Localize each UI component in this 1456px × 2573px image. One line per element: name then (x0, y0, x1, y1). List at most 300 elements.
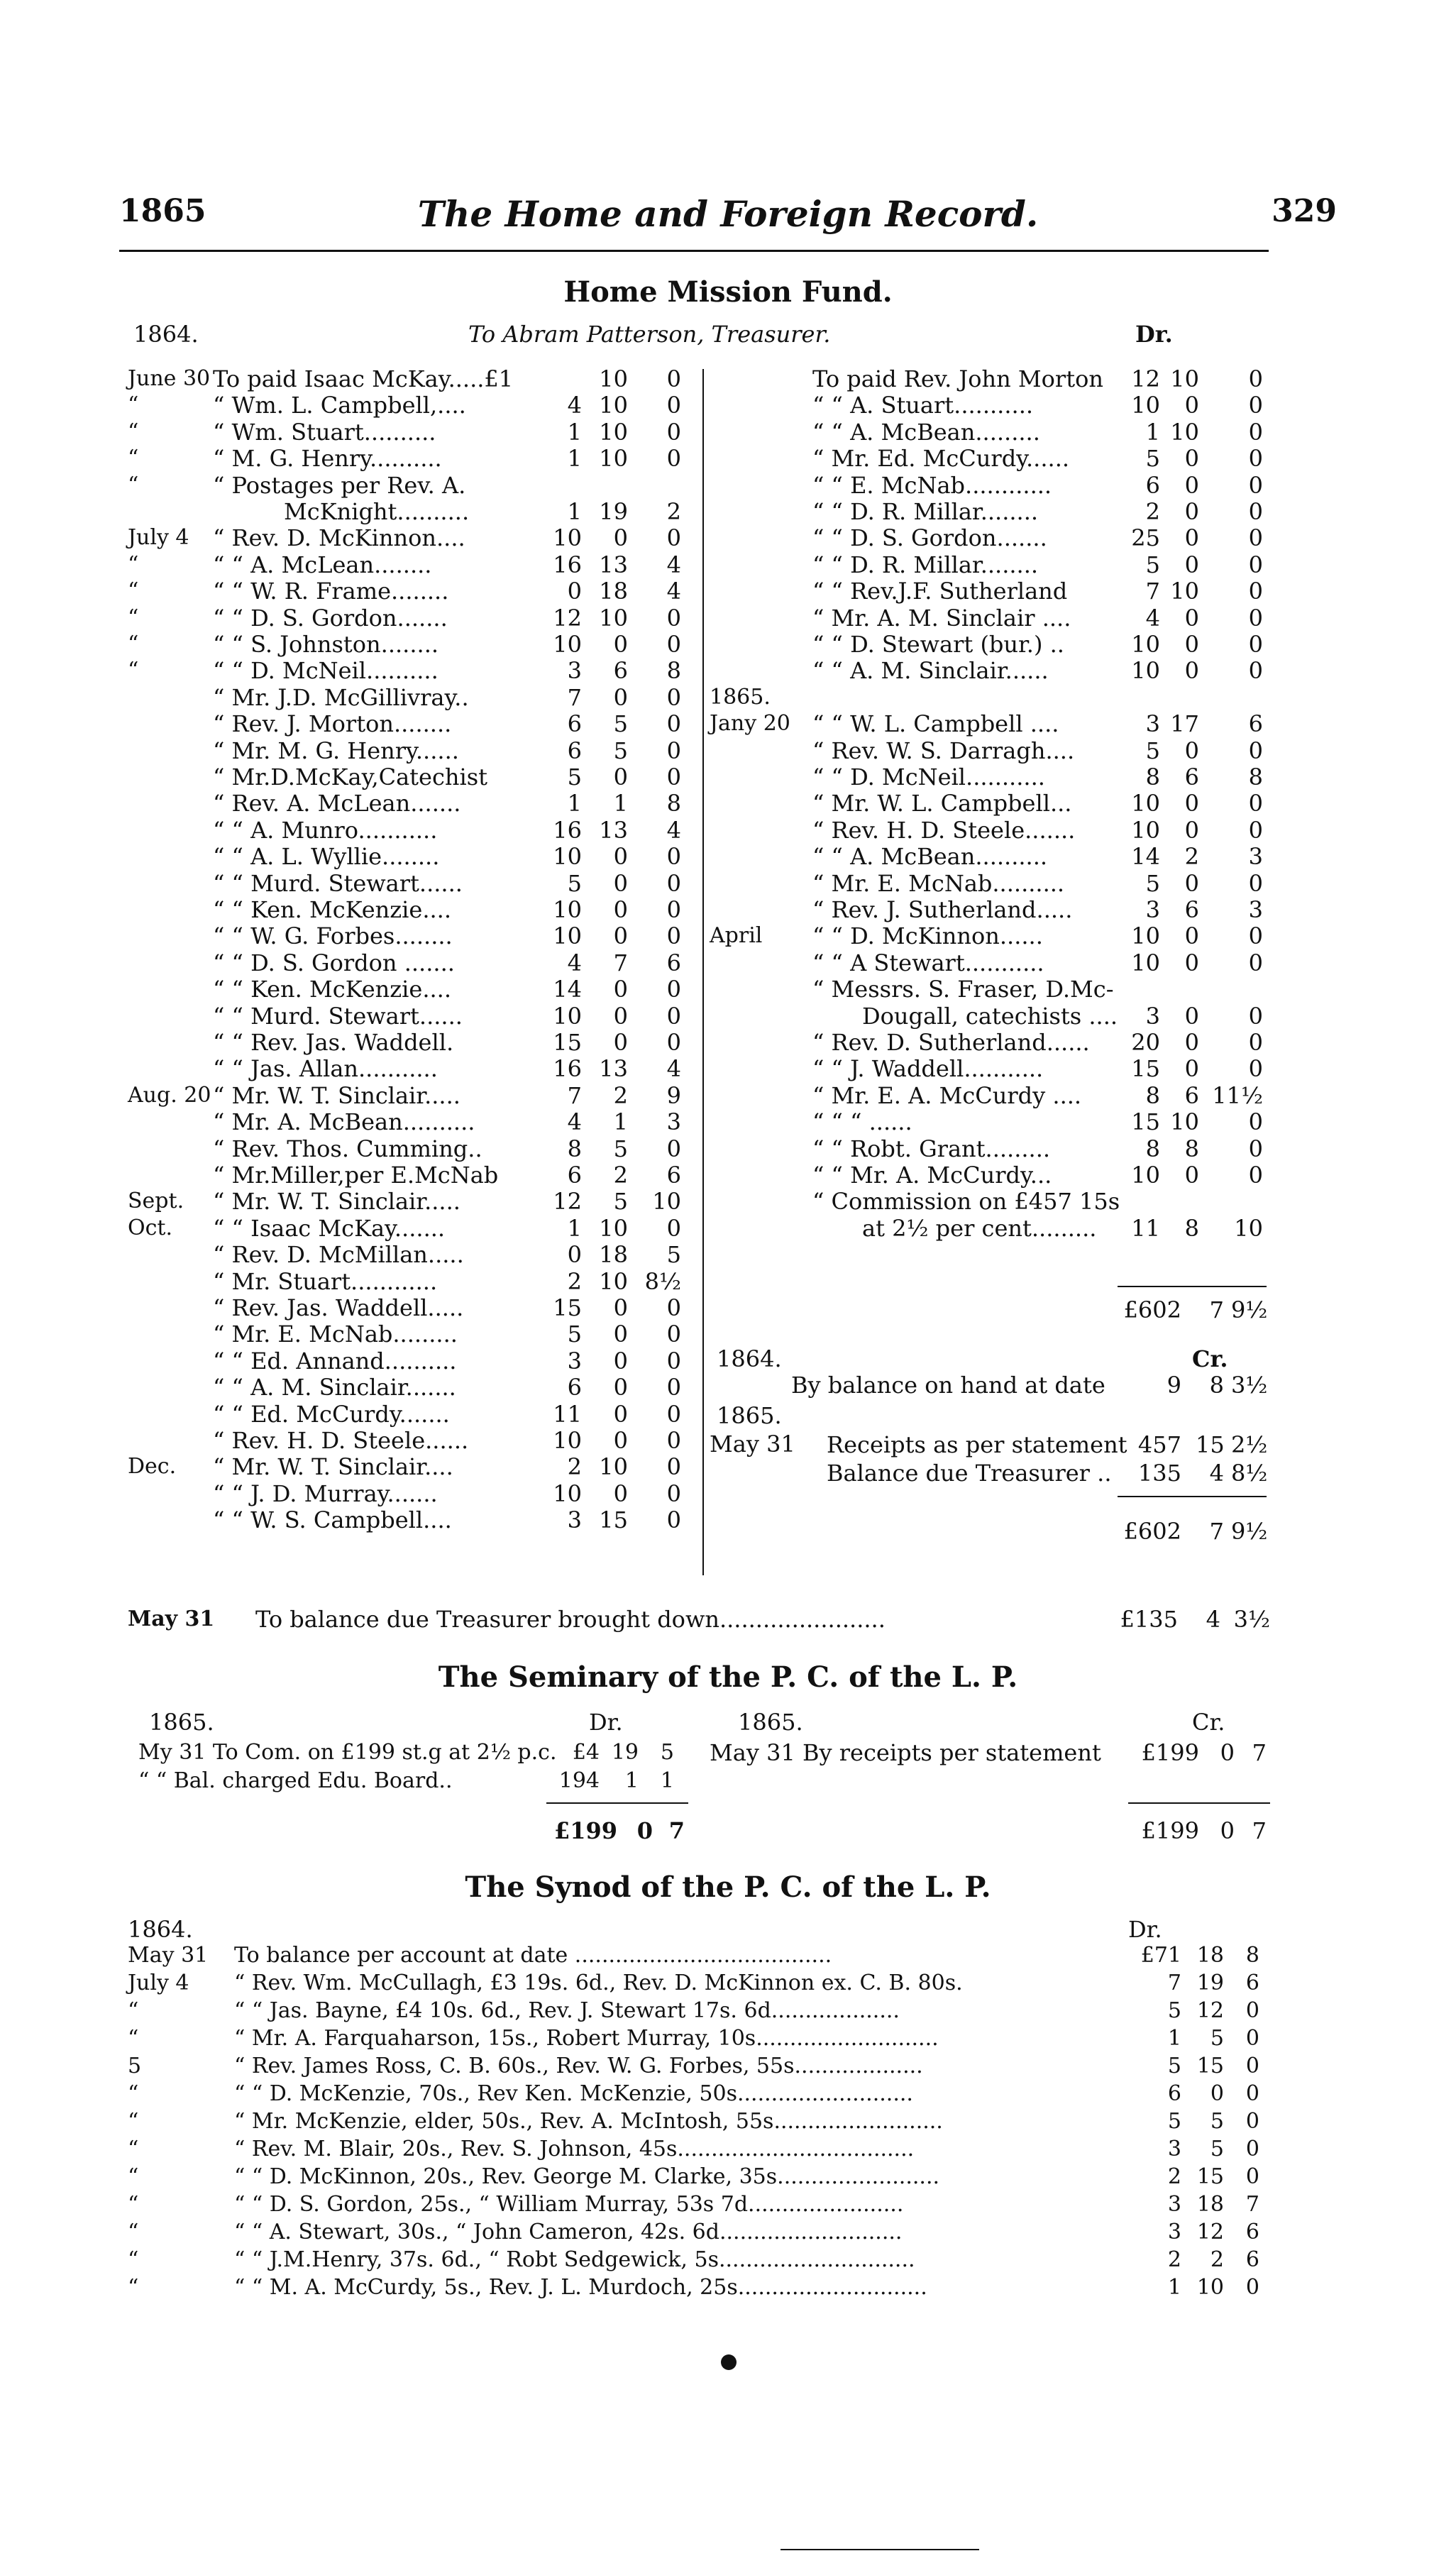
hm-left-desc: “ Rev. D. McMillan..... (213, 1241, 464, 1269)
seminary-dr-total (546, 1817, 688, 1845)
hm-left-pence: 6 (666, 1162, 681, 1189)
seminary-dr-pence: 1 (660, 1768, 674, 1793)
synod-pounds: 7 (1167, 1971, 1181, 1995)
hm-left-row (128, 1480, 702, 1508)
hm-left-shillings: 0 (613, 1347, 628, 1374)
hm-left-pounds: 10 (553, 631, 582, 658)
hm-right-desc: “ “ Rev.J.F. Sutherland (812, 578, 1068, 605)
hm-left-desc: “ “ D. S. Gordon....... (213, 604, 448, 632)
synod-row (128, 2191, 1270, 2219)
hm-left-pounds: 1 (567, 418, 582, 446)
hm-left-desc: “ Wm. Stuart.......... (213, 418, 436, 446)
seminary-dr-total-pounds: £199 (553, 1817, 617, 1844)
cr-year-2: 1865. (717, 1402, 782, 1429)
hm-left-pounds: 15 (553, 1029, 582, 1056)
hm-left-shillings: 0 (613, 1374, 628, 1401)
hm-left-row (128, 1506, 702, 1534)
hm-left-pence: 0 (666, 1400, 681, 1428)
hm-right-pence: 3 (1248, 896, 1263, 923)
hm-left-row (128, 1002, 702, 1030)
hm-left-desc: “ “ D. S. Gordon ....... (213, 949, 455, 976)
hm-left-pounds: 5 (567, 1321, 582, 1348)
synod-desc: “ “ D. McKinnon, 20s., Rev. George M. Clarke, 35s........................ (234, 2164, 940, 2189)
hm-right-shillings: 10 (1170, 1108, 1199, 1136)
hm-left-row (128, 1240, 702, 1269)
hm-right-desc: “ “ D. Stewart (bur.) .. (812, 631, 1064, 658)
hm-right-desc: “ “ D. McNeil........... (812, 764, 1045, 790)
hm-right-shillings: 2 (1184, 843, 1199, 871)
seminary-dr-total-shillings: 0 (636, 1817, 653, 1844)
hm-left-pounds: 7 (567, 683, 582, 711)
hm-right-shillings: 0 (1184, 604, 1199, 632)
hm-right-pounds: 3 (1145, 896, 1160, 923)
synod-desc: “ Rev. James Ross, C. B. 60s., Rev. W. G. Forbes, 55s................... (234, 2054, 923, 2078)
synod-pounds: 2 (1167, 2164, 1181, 2189)
hm-right-pounds: 10 (1131, 631, 1160, 658)
seminary-cr: Cr. (1192, 1709, 1225, 1736)
hm-left-desc: McKnight.......... (284, 498, 470, 525)
hm-left-pence: 0 (666, 922, 681, 950)
hm-right-shillings: 0 (1184, 922, 1199, 950)
hm-left-row (128, 630, 702, 659)
synod-dr: Dr. (1128, 1916, 1162, 1943)
hm-left-shillings: 0 (613, 843, 628, 871)
hm-left-row (128, 551, 702, 579)
hm-left-pounds: 16 (553, 551, 582, 578)
hm-left-desc: “ Rev. J. Morton........ (213, 710, 452, 738)
hm-left-shillings: 5 (613, 710, 628, 738)
page-number: 329 (1272, 193, 1337, 229)
hm-right-row (710, 577, 1270, 605)
hm-right-pence: 0 (1248, 498, 1263, 525)
hm-left-pence: 4 (666, 551, 681, 578)
hm-left-pence: 2 (666, 498, 681, 525)
synod-date: July 4 (128, 1971, 189, 1995)
cr-total-rule (1118, 1496, 1267, 1497)
hm-left-pence: 0 (666, 631, 681, 658)
hm-left-date: July 4 (128, 525, 189, 551)
hm-left-pence: 8½ (644, 1267, 681, 1295)
hm-right-desc: “ “ A. M. Sinclair...... (812, 657, 1049, 685)
cr-due-pence: 8½ (1231, 1460, 1268, 1487)
seminary-cr-pounds: £199 (1141, 1739, 1199, 1766)
hm-left-shillings: 0 (613, 764, 628, 790)
hm-right-desc: “ Mr. A. M. Sinclair .... (812, 604, 1071, 632)
hm-left-shillings: 10 (599, 365, 628, 392)
hm-left-desc: “ Mr. Stuart............ (213, 1267, 438, 1295)
hm-right-desc: “ “ E. McNab............ (812, 471, 1052, 499)
hm-left-desc: “ Mr. W. T. Sinclair..... (213, 1188, 460, 1216)
hm-right-pence: 10 (1234, 1214, 1263, 1242)
hm-left-row (128, 656, 702, 685)
synod-date: May 31 (128, 1943, 209, 1968)
hm-left-desc: “ Mr.Miller,per E.McNab (213, 1162, 499, 1189)
hm-right-pence: 0 (1248, 1055, 1263, 1083)
synod-pence: 6 (1245, 2220, 1259, 2244)
cr-due-shillings: 4 (1209, 1460, 1224, 1487)
synod-row (128, 2024, 1270, 2053)
hm-right-shillings: 10 (1170, 418, 1199, 446)
hm-left-pounds: 2 (567, 1453, 582, 1481)
hm-right-shillings: 0 (1184, 551, 1199, 578)
seminary-dr-total-pence: 7 (668, 1817, 685, 1844)
hm-left-desc: “ “ Ed. Annand.......... (213, 1347, 457, 1374)
hm-right-row (710, 975, 1270, 1003)
hm-left-row (128, 710, 702, 738)
hm-left-row (128, 1161, 702, 1189)
hm-right-pence: 0 (1248, 365, 1263, 392)
hm-right-desc: “ Messrs. S. Fraser, D.Mc- (812, 976, 1114, 1003)
seminary-cr-total-pence: 7 (1252, 1817, 1267, 1844)
hm-left-pence: 0 (666, 524, 681, 552)
synod-date: “ (128, 2137, 139, 2161)
hm-right-shillings: 10 (1170, 578, 1199, 605)
hm-left-desc: “ “ A. L. Wyllie........ (213, 843, 440, 871)
hm-right-pounds: 5 (1145, 737, 1160, 764)
hm-right-pounds: 3 (1145, 710, 1160, 738)
hm-right-desc: “ “ D. S. Gordon....... (812, 524, 1047, 552)
hm-left-pounds: 3 (567, 657, 582, 685)
hm-left-row (128, 471, 702, 500)
balance-pence: 3½ (1233, 1606, 1270, 1633)
hm-right-pence: 0 (1248, 551, 1263, 578)
seminary-dr-desc: “ “ Bal. charged Edu. Board.. (138, 1768, 453, 1793)
cr-due-pounds: 135 (1137, 1460, 1181, 1487)
hm-left-pence: 0 (666, 1135, 681, 1162)
hm-right-row (710, 604, 1270, 632)
hm-right-desc: “ Rev. D. Sutherland...... (812, 1029, 1090, 1056)
hm-right-pounds: 5 (1145, 551, 1160, 578)
hm-left-date: “ (128, 446, 139, 471)
seminary-dr-pounds: £4 (572, 1740, 600, 1765)
hm-right-pence: 0 (1248, 1162, 1263, 1189)
hm-right-pence: 0 (1248, 471, 1263, 499)
hm-right-shillings: 0 (1184, 657, 1199, 685)
hm-left-pence: 0 (666, 1029, 681, 1056)
synod-shillings: 19 (1196, 1971, 1224, 1995)
synod-date: “ (128, 2275, 139, 2300)
hm-left-pounds: 6 (567, 1162, 582, 1189)
synod-pounds: 5 (1167, 2054, 1181, 2078)
synod-pence: 0 (1245, 2275, 1259, 2300)
hm-right-row (710, 710, 1270, 738)
hm-left-shillings: 0 (613, 524, 628, 552)
synod-pounds: £71 (1140, 1943, 1181, 1968)
hm-left-row (128, 1347, 702, 1375)
hm-right-pence: 0 (1248, 1002, 1263, 1030)
hm-left-pounds: 2 (567, 1267, 582, 1295)
hm-right-date: April (710, 923, 763, 949)
hm-right-row (710, 551, 1270, 579)
hm-right-pounds: 12 (1131, 365, 1160, 392)
synod-date: “ (128, 1998, 139, 2023)
hm-left-pounds: 16 (553, 1055, 582, 1083)
hm-right-desc: “ Mr. E. McNab.......... (812, 869, 1065, 897)
hm-left-pence: 6 (666, 949, 681, 976)
hm-right-row (710, 842, 1270, 871)
cr-balance-desc: By balance on hand at date (791, 1372, 1105, 1399)
synod-heading: The Synod of the P. C. of the L. P. (465, 1870, 991, 1904)
hm-left-shillings: 18 (599, 578, 628, 605)
hm-left-pounds: 12 (553, 1188, 582, 1216)
hm-left-pounds: 4 (567, 1108, 582, 1136)
hm-left-row (128, 949, 702, 977)
seminary-cr-shillings: 0 (1220, 1739, 1235, 1766)
hm-left-desc: “ M. G. Henry.......... (213, 445, 442, 473)
hm-left-shillings: 13 (599, 1055, 628, 1083)
cr-receipts-pounds: 457 (1137, 1431, 1181, 1458)
hm-right-desc: “ “ A. McBean.......... (812, 843, 1048, 871)
hm-left-shillings: 13 (599, 816, 628, 844)
hm-left-pence: 0 (666, 896, 681, 923)
hm-left-row (128, 1453, 702, 1481)
balance-pounds: £135 (1120, 1606, 1178, 1633)
synod-desc: “ “ D. McKenzie, 70s., Rev Ken. McKenzie, 50s.......................... (234, 2081, 913, 2106)
hm-right-pounds: 10 (1131, 816, 1160, 844)
treasurer-line: To Abram Patterson, Treasurer. (468, 321, 831, 348)
synod-date: 5 (128, 2054, 142, 2078)
hm-right-desc: “ Commission on £457 15s (812, 1188, 1120, 1216)
hm-left-row (128, 1187, 702, 1216)
synod-desc: “ Mr. A. Farquaharson, 15s., Robert Murray, 10s........................... (234, 2026, 939, 2051)
hm-left-pounds: 1 (567, 445, 582, 473)
hm-left-row (128, 444, 702, 473)
hm-left-desc: “ “ W. S. Campbell.... (213, 1506, 452, 1534)
hm-left-pence: 0 (666, 1453, 681, 1481)
hm-left-row (128, 1054, 702, 1083)
synod-pounds: 1 (1167, 2026, 1181, 2051)
hm-left-desc: “ “ Isaac McKay....... (213, 1214, 446, 1242)
hm-left-pounds: 11 (553, 1400, 582, 1428)
hm-left-row (128, 604, 702, 632)
hm-left-desc: “ “ Ed. McCurdy....... (213, 1400, 450, 1428)
hm-left-desc: “ Postages per Rev. A. (213, 471, 466, 499)
hm-left-pounds: 5 (567, 869, 582, 897)
hm-left-shillings: 2 (613, 1162, 628, 1189)
hm-right-pence: 0 (1248, 737, 1263, 764)
hm-left-row (128, 365, 702, 393)
hm-left-row (128, 1108, 702, 1136)
hm-left-pounds: 6 (567, 710, 582, 738)
synod-shillings: 18 (1196, 2192, 1224, 2217)
synod-pence: 7 (1245, 2192, 1259, 2217)
hm-right-pounds: 8 (1145, 764, 1160, 790)
hm-right-row (710, 737, 1270, 765)
cr-total-row (1118, 1517, 1267, 1546)
hm-left-shillings: 18 (599, 1241, 628, 1269)
hm-left-pence: 10 (652, 1188, 681, 1216)
hm-right-pounds: 15 (1131, 1055, 1160, 1083)
hm-right-desc: “ Mr. E. A. McCurdy .... (812, 1081, 1082, 1109)
hm-right-row (710, 896, 1270, 924)
seminary-dr-shillings: 1 (624, 1768, 639, 1793)
hm-left-shillings: 5 (613, 1135, 628, 1162)
hm-right-pounds: 10 (1131, 1162, 1160, 1189)
hm-left-pounds: 14 (553, 976, 582, 1003)
balance-desc: To balance due Treasurer brought down....................... (255, 1606, 886, 1633)
synod-pence: 0 (1245, 2026, 1259, 2051)
hm-right-row (710, 1081, 1270, 1110)
seminary-dr-pence: 5 (660, 1740, 674, 1765)
hm-left-row (128, 683, 702, 712)
hm-right-desc: “ “ J. Waddell........... (812, 1055, 1044, 1083)
synod-pence: 0 (1245, 2137, 1259, 2161)
cr-label: Cr. (1192, 1345, 1228, 1372)
hm-right-desc: “ Mr. Ed. McCurdy...... (812, 445, 1070, 473)
hm-right-shillings: 0 (1184, 737, 1199, 764)
hm-left-pence: 0 (666, 604, 681, 632)
synod-row (128, 2218, 1270, 2247)
seminary-right-year: 1865. (738, 1709, 803, 1736)
synod-year: 1864. (128, 1916, 193, 1943)
hm-left-row (128, 418, 702, 446)
seminary-dr-row (138, 1767, 706, 1795)
hm-right-pounds: 5 (1145, 445, 1160, 473)
hm-left-date: “ (128, 419, 139, 444)
hm-right-shillings: 8 (1184, 1135, 1199, 1162)
hm-right-pence: 0 (1248, 392, 1263, 419)
hm-right-desc: “ “ D. R. Millar........ (812, 551, 1039, 578)
synod-row (128, 2246, 1270, 2274)
hm-left-desc: “ Mr. W. T. Sinclair.... (213, 1453, 453, 1481)
hm-left-desc: “ “ Jas. Allan........... (213, 1055, 438, 1083)
synod-pence: 0 (1245, 2081, 1259, 2106)
hm-left-shillings: 0 (613, 1294, 628, 1321)
hm-left-pounds: 3 (567, 1347, 582, 1374)
synod-shillings: 18 (1196, 1943, 1224, 1968)
hm-left-pounds: 10 (553, 524, 582, 552)
hm-left-pence: 0 (666, 418, 681, 446)
hm-right-row (710, 391, 1270, 419)
footer-dot-ornament (721, 2354, 737, 2370)
hm-left-row (128, 1267, 702, 1296)
hm-left-pence: 0 (666, 683, 681, 711)
hm-right-shillings: 10 (1170, 365, 1199, 392)
hm-left-shillings: 19 (599, 498, 628, 525)
hm-left-row (128, 1081, 702, 1110)
hm-right-desc: at 2½ per cent......... (862, 1214, 1097, 1242)
synod-shillings: 10 (1196, 2275, 1224, 2300)
hm-left-pounds: 8 (567, 1135, 582, 1162)
hm-left-date: “ (128, 658, 139, 683)
hm-right-pounds: 20 (1131, 1029, 1160, 1056)
hm-left-date: “ (128, 551, 139, 577)
synod-date: “ (128, 2192, 139, 2217)
hm-left-desc: “ “ Rev. Jas. Waddell. (213, 1029, 454, 1056)
column-divider (702, 369, 704, 1575)
hm-left-desc: “ Mr.D.McKay,Catechist (213, 764, 488, 790)
hm-right-desc: “ “ D. R. Millar........ (812, 498, 1039, 525)
hm-right-desc: “ “ Mr. A. McCurdy... (812, 1162, 1052, 1189)
hm-left-pence: 0 (666, 1480, 681, 1507)
cr-year: 1864. (717, 1345, 782, 1372)
hm-right-pounds: 15 (1131, 1108, 1160, 1136)
hm-right-pounds: 4 (1145, 604, 1160, 632)
hm-left-pounds: 4 (567, 392, 582, 419)
hm-right-row (710, 763, 1270, 791)
hm-left-pence: 4 (666, 816, 681, 844)
synod-row (128, 1969, 1270, 1998)
seminary-cr-desc: May 31 By receipts per statement (710, 1739, 1101, 1766)
hm-left-pence: 4 (666, 1055, 681, 1083)
cr-due-desc: Balance due Treasurer .. (827, 1460, 1112, 1487)
hm-left-shillings: 0 (613, 1400, 628, 1428)
hm-left-pounds: 6 (567, 1374, 582, 1401)
hm-right-shillings: 0 (1184, 790, 1199, 817)
synod-row (128, 2080, 1270, 2108)
hm-left-shillings: 7 (613, 949, 628, 976)
dr-total-pence: 9½ (1231, 1296, 1268, 1323)
hm-right-date: Jany 20 (710, 711, 790, 737)
hm-right-desc: “ Mr. W. L. Campbell... (812, 790, 1072, 817)
hm-right-shillings: 0 (1184, 471, 1199, 499)
hm-right-shillings: 0 (1184, 524, 1199, 552)
hm-left-row (128, 497, 702, 526)
hm-right-pence: 0 (1248, 657, 1263, 685)
hm-left-row (128, 842, 702, 871)
hm-right-shillings: 8 (1184, 1214, 1199, 1242)
hm-right-pounds: 6 (1145, 471, 1160, 499)
synod-date: “ (128, 2081, 139, 2106)
cr-receipts-desc: Receipts as per statement (827, 1431, 1127, 1458)
home-mission-heading: Home Mission Fund. (563, 275, 893, 309)
seminary-cr-rule (1128, 1802, 1270, 1804)
synod-pounds: 2 (1167, 2247, 1181, 2272)
hm-right-shillings: 0 (1184, 869, 1199, 897)
hm-right-pence: 0 (1248, 922, 1263, 950)
balance-date: May 31 (128, 1607, 215, 1631)
synod-pounds: 3 (1167, 2192, 1181, 2217)
hm-left-desc: To paid Isaac McKay.....£1 (213, 365, 514, 392)
hm-left-desc: “ “ A. M. Sinclair....... (213, 1374, 456, 1401)
hm-right-date: 1865. (710, 684, 771, 710)
hm-left-desc: “ Rev. H. D. Steele...... (213, 1427, 469, 1454)
hm-left-desc: “ “ A. McLean........ (213, 551, 432, 578)
hm-right-row (710, 365, 1270, 393)
hm-left-pence: 0 (666, 869, 681, 897)
synod-pounds: 5 (1167, 1998, 1181, 2023)
hm-left-date: June 30 (128, 366, 211, 391)
synod-row (128, 2135, 1270, 2164)
synod-row (128, 1941, 1270, 1970)
hm-right-pounds: 10 (1131, 657, 1160, 685)
cr-total-pence: 9½ (1231, 1518, 1268, 1545)
hm-right-desc: Dougall, catechists .... (862, 1002, 1118, 1030)
cr-balance-row (791, 1371, 1267, 1399)
hm-left-shillings: 0 (613, 1480, 628, 1507)
hm-right-desc: “ Rev. J. Sutherland..... (812, 896, 1073, 923)
hm-left-shillings: 1 (613, 1108, 628, 1136)
hm-left-pounds: 10 (553, 896, 582, 923)
synod-shillings: 2 (1210, 2247, 1224, 2272)
hm-right-pence: 0 (1248, 1029, 1263, 1056)
hm-left-row (128, 816, 702, 844)
hm-right-shillings: 0 (1184, 445, 1199, 473)
hm-right-desc: “ “ A. McBean......... (812, 418, 1040, 446)
hm-right-pounds: 25 (1131, 524, 1160, 552)
cr-total-pounds: £602 (1123, 1518, 1181, 1545)
hm-left-date: “ (128, 472, 139, 497)
hm-right-shillings: 0 (1184, 392, 1199, 419)
hm-left-date: “ (128, 632, 139, 656)
hm-left-pounds: 10 (553, 843, 582, 871)
hm-right-row (710, 789, 1270, 817)
hm-right-pence: 0 (1248, 816, 1263, 844)
synod-row (128, 2052, 1270, 2081)
hm-right-pence: 0 (1248, 1108, 1263, 1136)
cr-total-shillings: 7 (1209, 1518, 1224, 1545)
hm-right-shillings: 0 (1184, 631, 1199, 658)
